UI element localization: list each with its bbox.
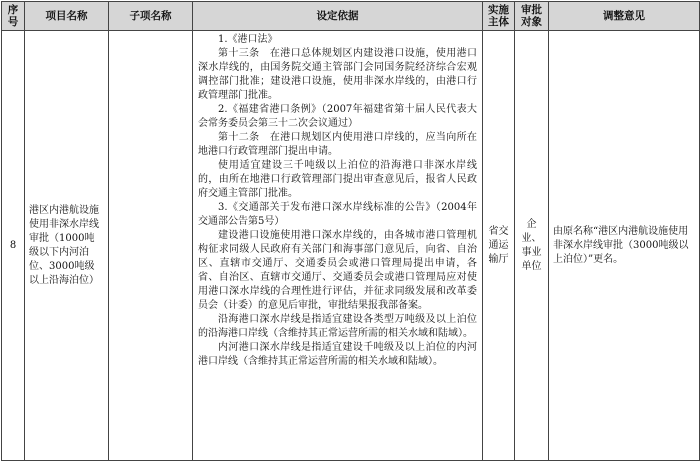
sub-item-name [109,31,193,461]
header-basis: 设定依据 [193,2,483,31]
header-approval-object [515,2,549,31]
header-subject-label: 实施主体 [488,4,509,28]
header-opinion: 调整意见 [549,2,700,31]
header-approval-object-label: 审批对象 [521,4,542,28]
basis-paragraph: 2.《福建省港口条例》（2007年福建省第十届人民代表大会常务委员会第三十二次会议通过） [198,104,477,129]
basis-paragraph: 第十三条 在港口总体规划区内建设港口设施，使用港口深水岸线的，由国务院交通主管部门会同国务院经济综合宏观调控部门批准；建设港口设施，使用非深水岸线的，由港口行政管理部门批准。 [198,48,477,101]
basis-paragraph: 使用适宜建设三千吨级以上泊位的沿海港口非深水岸线的，由所在地港口行政管理部门提出审查意见后，报省人民政府交通主管部门批准。 [198,160,477,199]
basis-text [193,31,483,461]
row-number: 8 [2,31,25,461]
table-row [2,31,700,461]
item-name: 港区内港航设施使用非深水岸线审批（1000吨级以下内河泊位、3000吨级以上沿海泊位） [25,31,109,461]
header-no-label: 序号 [7,4,19,28]
basis-paragraph: 第十二条 在港口规划区内使用港口岸线的，应当向所在地港口行政管理部门提出申请。 [198,132,477,157]
adjustment-table [1,1,700,461]
approval-object: 企业、事业单位 [515,31,549,461]
implementing-subject: 省交通运输厅 [483,31,515,461]
header-subject [483,2,515,31]
header-row [2,2,700,31]
header-sub-item-name: 子项名称 [109,2,193,31]
header-no [2,2,25,31]
basis-paragraph: 建设港口设施使用港口深水岸线的，由各城市港口管理机构征求同级人民政府有关部门和海事部门意见后，向省、自治区、直辖市交通厅、交通委员会或港口管理局提出申请，各省、自治区、直辖市交通厅、交通委员会或港口管理局应对使用港口深水岸线的合理性进行评估，并征求同级发展和改革委员会（计委）的意见后审批，审批结果报我部备案。 [198,230,477,311]
basis-paragraph: 3.《交通部关于发布港口深水岸线标准的公告》（2004年交通部公告第5号） [198,202,477,227]
header-item-name: 项目名称 [25,2,109,31]
basis-paragraph: 内河港口深水岸线是指适宜建设千吨级及以上泊位的内河港口岸线（含维持其正常运营所需的相关水域和陆域）。 [198,342,477,367]
basis-paragraph: 沿海港口深水岸线是指适宜建设各类型万吨级及以上泊位的沿海港口岸线（含维持其正常运营所需的相关水域和陆域）。 [198,314,477,339]
basis-paragraph: 1.《港口法》 [218,34,278,45]
adjustment-opinion: 由原名称“港区内港航设施使用非深水岸线审批（3000吨级以上泊位）”更名。 [549,31,700,461]
